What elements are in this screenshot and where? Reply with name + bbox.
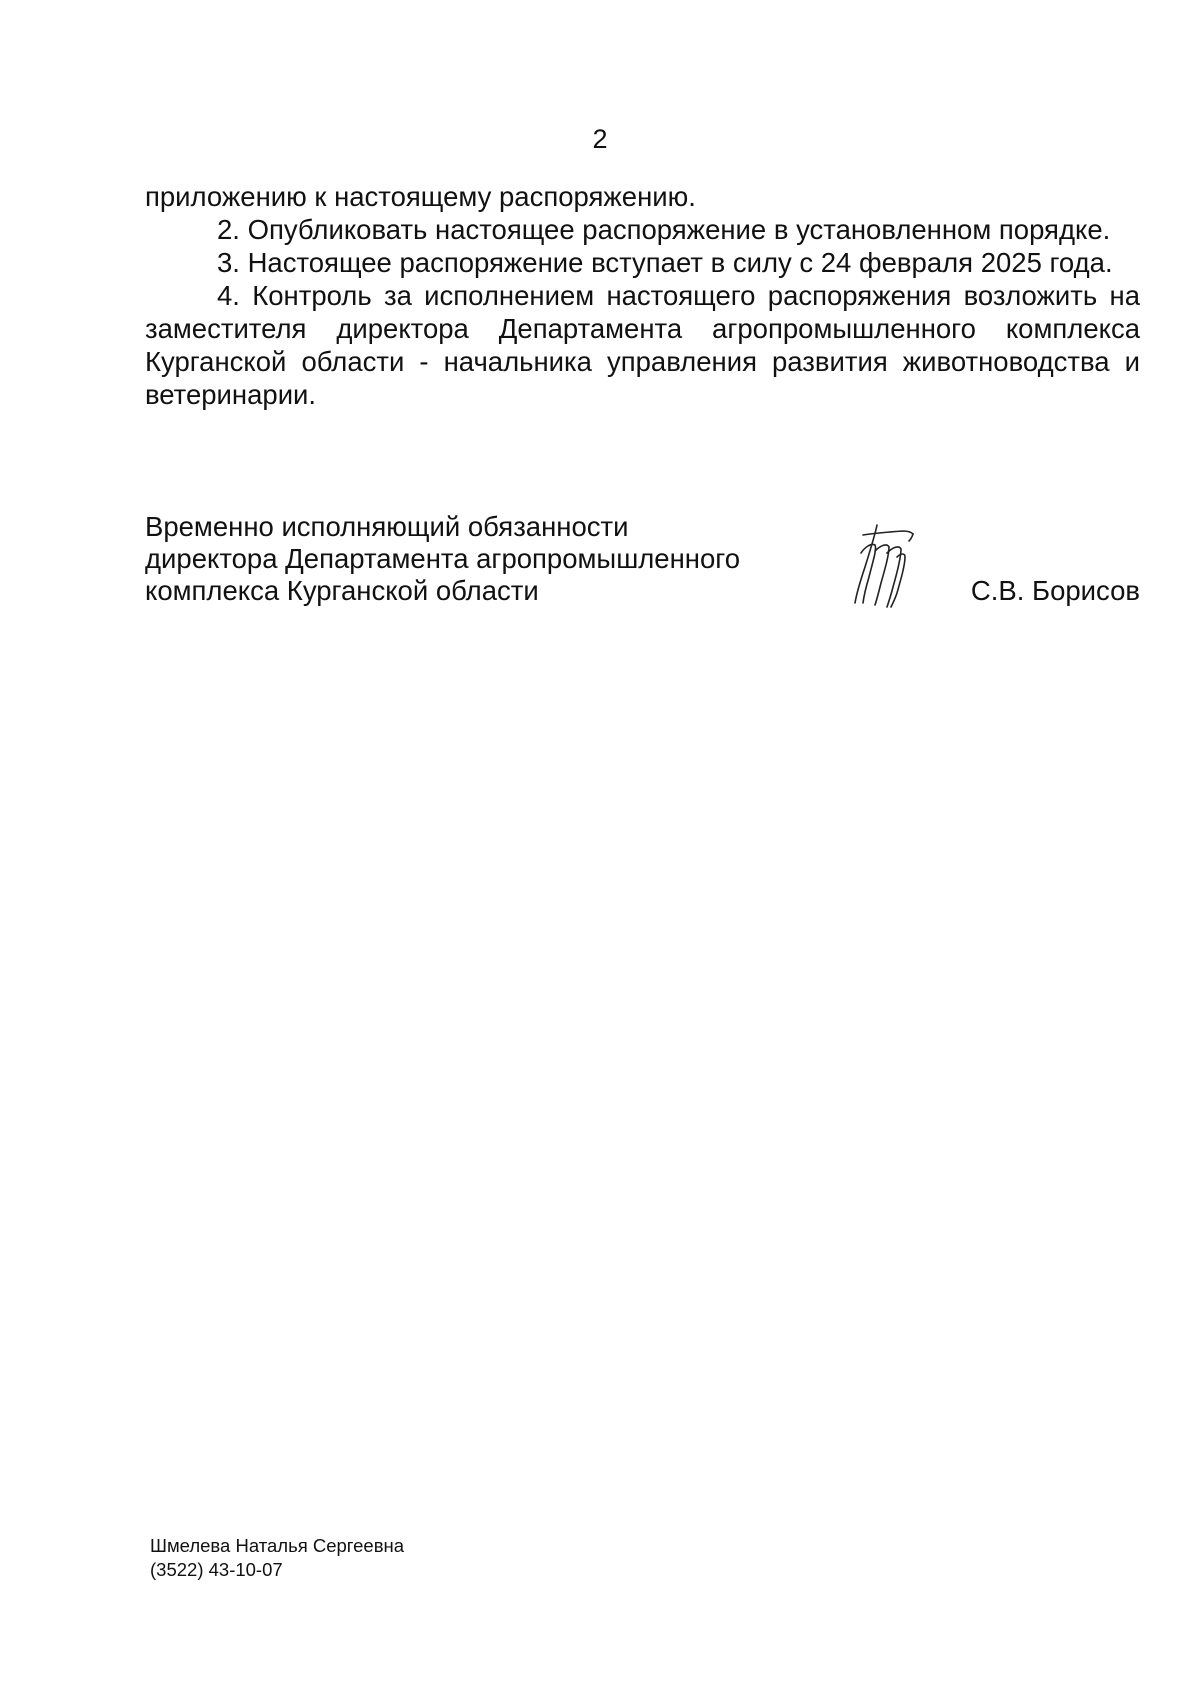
signatory-position bbox=[145, 511, 785, 607]
document-body bbox=[145, 180, 1140, 411]
paragraph-item-2: 2. Опубликовать настоящее распоряжение в установленном порядке. bbox=[217, 214, 1111, 245]
executor-contact bbox=[150, 1534, 404, 1582]
signature-block bbox=[145, 511, 1140, 611]
paragraph-continuation: приложению к настоящему распоряжению. bbox=[145, 181, 696, 212]
paragraph-item-4: 4. Контроль за исполнением настоящего распоряжения возложить на заместителя директора Департамента агропромышленного комплекса Курганской области - начальника управления развития животноводства и ветеринарии. bbox=[145, 280, 1140, 410]
executor-phone: (3522) 43-10-07 bbox=[150, 1559, 283, 1580]
executor-name: Шмелева Наталья Сергеевна bbox=[150, 1535, 405, 1556]
signatory-position-line: Временно исполняющий обязанности bbox=[145, 511, 629, 542]
signatory-position-line: директора Департамента агропромышленного bbox=[145, 543, 740, 574]
paragraph-item-3: 3. Настоящее распоряжение вступает в силу с 24 февраля 2025 года. bbox=[217, 247, 1113, 278]
page-number: 2 bbox=[592, 124, 608, 154]
signatory-position-line: комплекса Курганской области bbox=[145, 575, 539, 606]
signatory-name: С.В. Борисов bbox=[970, 575, 1140, 606]
handwritten-signature bbox=[825, 521, 925, 613]
